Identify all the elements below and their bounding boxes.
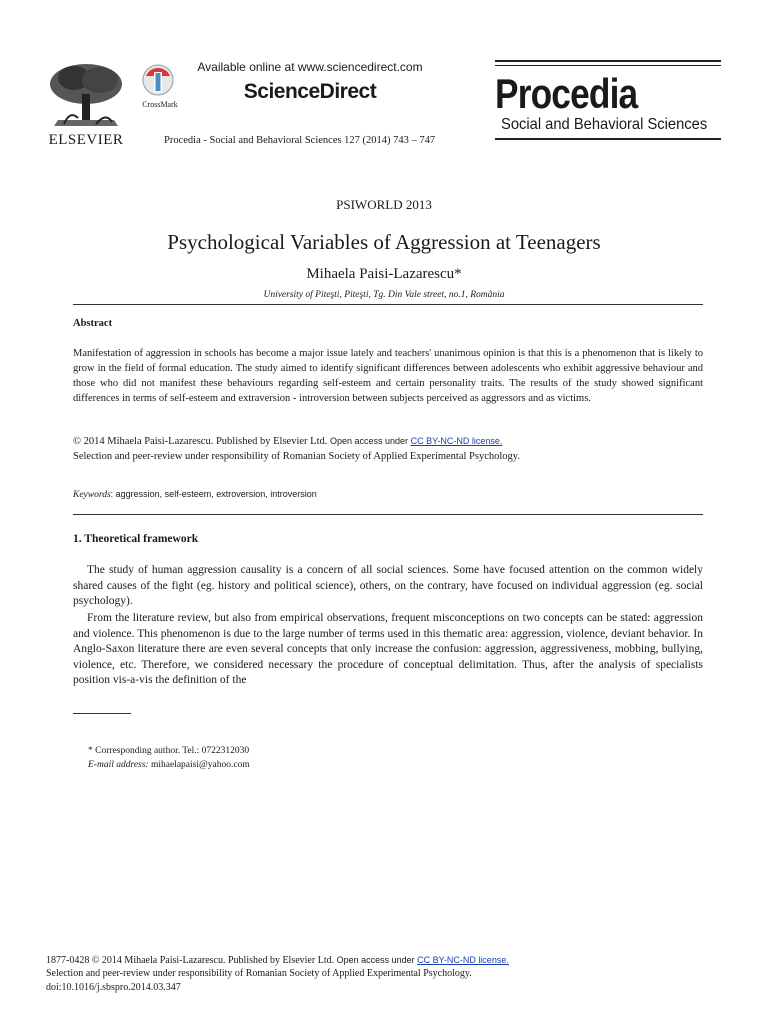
selection-text: Selection and peer-review under responsibility of Romanian Society of Applied Experimental Psychology.	[73, 451, 521, 462]
abstract-text: Manifestation of aggression in schools has become a major issue lately and teachers' unanimous opinion is that this is a phenomenon that is likely to grow in the field of formal education. The study aimed to identify significant differences between adolescents who exhibit aggressive behaviour and those who did not manifest these behaviours regarding self-esteem and certain personality traits. The results of the study showed significant differences in terms of self-esteem and extraversion - introversion between subjects perceived as aggressors and as victims.	[73, 348, 703, 404]
keywords-label: Keywords	[73, 490, 111, 500]
corresponding-author-note: * Corresponding author. Tel.: 0722312030	[88, 746, 250, 756]
sciencedirect-logo: ScienceDirect	[243, 80, 377, 103]
keywords-line	[73, 489, 317, 500]
paper-title: Psychological Variables of Aggression at Teenagers	[167, 230, 601, 254]
footnote-rule	[73, 713, 131, 714]
email-note	[88, 760, 250, 770]
copyright-text: © 2014 Mihaela Paisi-Lazarescu. Published by Elsevier Ltd.	[73, 436, 328, 447]
copyright-block	[73, 434, 703, 464]
divider	[73, 304, 703, 305]
procedia-bottom-rule	[495, 138, 721, 140]
author-name: Mihaela Paisi-Lazarescu*	[306, 266, 462, 282]
crossmark-icon	[138, 62, 178, 100]
crossmark-badge[interactable]	[138, 62, 178, 112]
footer-selection: Selection and peer-review under responsibility of Romanian Society of Applied Experimental Psychology.	[46, 968, 472, 979]
journal-citation: Procedia - Social and Behavioral Sciences 127 (2014) 743 – 747	[164, 135, 436, 146]
author-affiliation: University of Piteşti, Piteşti, Tg. Din Vale street, no.1, România	[263, 290, 505, 300]
section-heading: 1. Theoretical framework	[73, 533, 199, 545]
elsevier-tree-icon	[44, 60, 128, 130]
footer-copyright-text: 1877-0428 © 2014 Mihaela Paisi-Lazarescu. Published by Elsevier Ltd.	[46, 955, 335, 966]
procedia-title: Procedia	[495, 70, 638, 117]
email-address: mihaelapaisi@yahoo.com	[150, 760, 250, 770]
elsevier-logo	[44, 60, 128, 150]
body-paragraph: The study of human aggression causality is a concern of all social sciences. Some have focused attention on the common widely shared causes of the fight (eg. history and political science), others, on the contrary, have focused on individual aggression (eg. social psychology).	[73, 564, 703, 607]
keywords-text: : aggression, self-esteem, extroversion, introversion	[110, 489, 317, 499]
divider	[73, 514, 703, 515]
body-paragraph: From the literature review, but also from empirical observations, frequent misconceptions on two concepts can be stated: aggression and violence. This phenomenon is due to the large number of terms used in this thematic area: aggression, violence, deviant behavior. In Anglo-Saxon literature there are even several concepts that only increase the confusion: aggression, aggressiveness, mobbing, bullying, violence, etc. Therefore, we considered necessary the procedure of conceptual delimitation. Thus, after the analysis of specialists position vis-a-vis the definition of the	[73, 612, 703, 686]
footer-doi: doi:10.1016/j.sbspro.2014.03.347	[46, 982, 181, 993]
procedia-subtitle: Social and Behavioral Sciences	[501, 116, 708, 133]
footer-copyright	[46, 955, 509, 966]
procedia-top-rules	[495, 60, 721, 66]
elsevier-wordmark: ELSEVIER	[48, 132, 124, 148]
open-access-text: Open access under	[330, 436, 409, 446]
available-online-text: Available online at www.sciencedirect.com	[197, 60, 423, 74]
abstract-heading: Abstract	[73, 318, 113, 329]
email-label: E-mail address:	[88, 760, 149, 770]
crossmark-label: CrossMark	[142, 100, 178, 109]
footer-license-link[interactable]: CC BY-NC-ND license.	[417, 955, 509, 965]
conference-name: PSIWORLD 2013	[336, 197, 432, 212]
footer-open-access: Open access under	[336, 955, 415, 965]
license-link[interactable]: CC BY-NC-ND license.	[410, 436, 503, 446]
